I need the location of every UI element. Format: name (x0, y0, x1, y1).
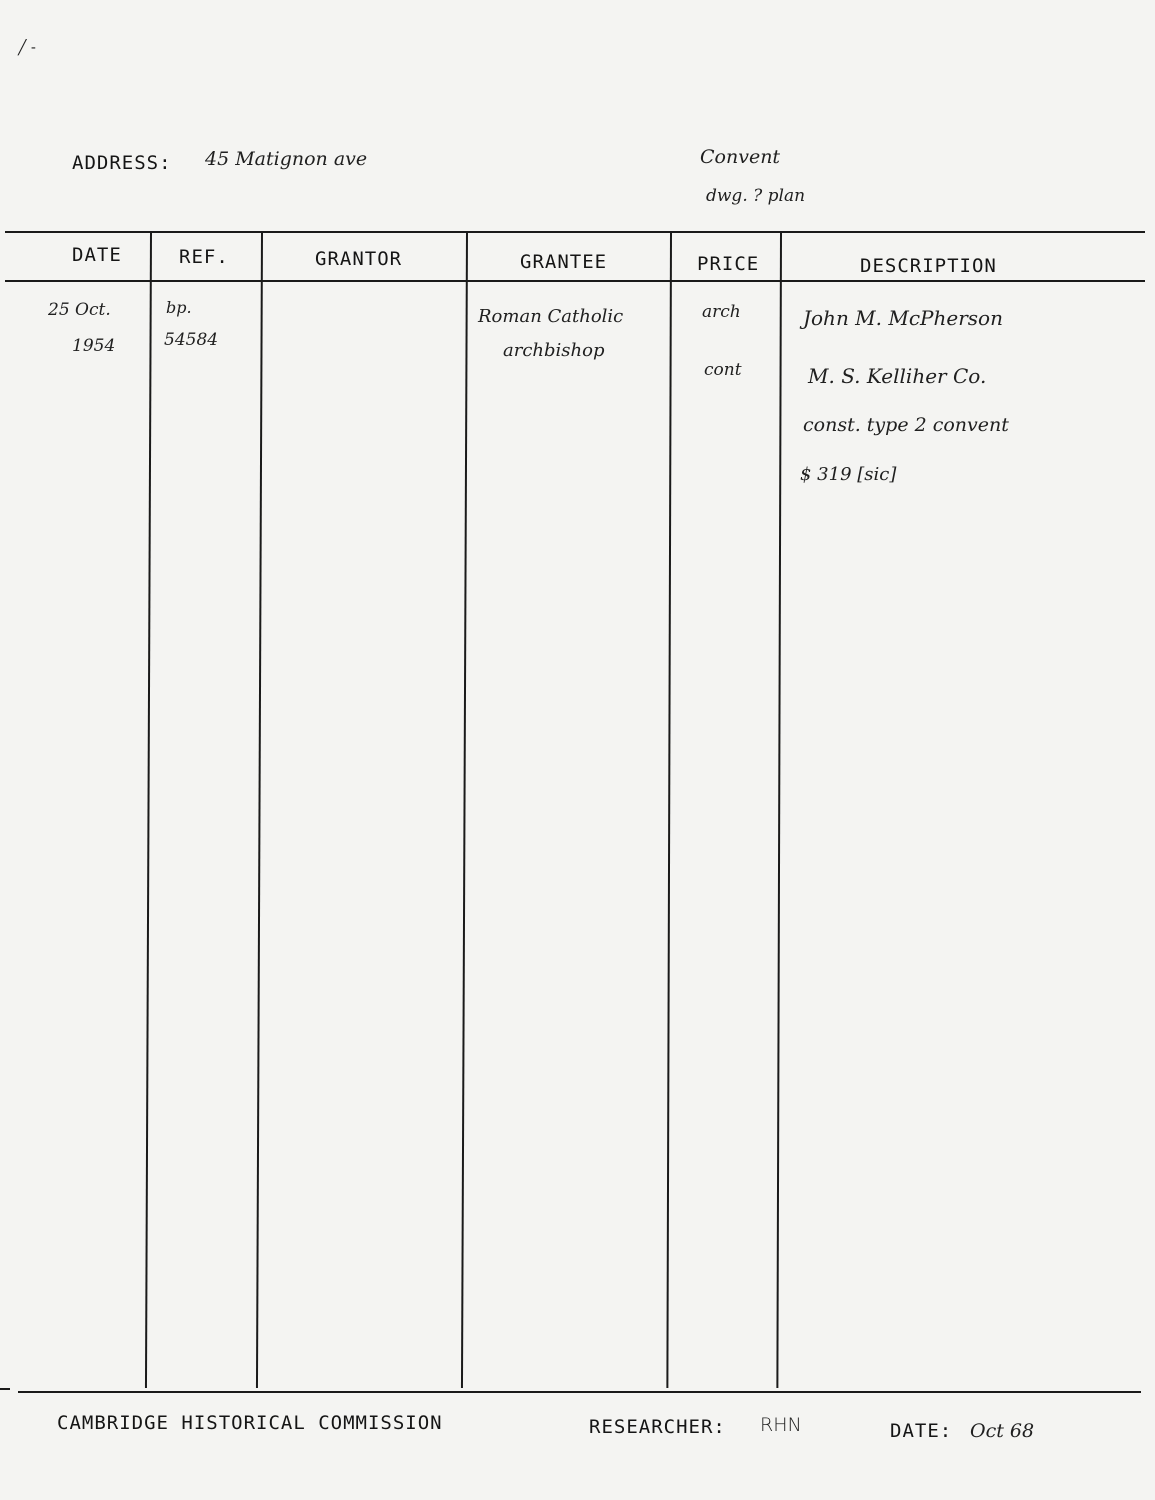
entry-price-line2: cont (704, 360, 742, 380)
entry-description-line2: M. S. Kelliher Co. (808, 364, 987, 388)
table-top-border (5, 231, 1145, 233)
entry-description-line4: $ 319 [sic] (800, 464, 897, 485)
column-divider-grantor-grantee (461, 233, 468, 1388)
table-header-divider (5, 280, 1145, 282)
column-divider-date-ref (145, 233, 152, 1388)
column-divider-ref-grantor (256, 233, 263, 1388)
entry-date-line2: 1954 (72, 336, 116, 356)
column-divider-grantee-price (666, 233, 672, 1388)
table-bottom-border (18, 1391, 1141, 1393)
column-header-grantor: GRANTOR (315, 248, 403, 270)
entry-price-line1: arch (702, 302, 741, 322)
entry-ref-line1: bp. (166, 298, 192, 317)
entry-ref-line2: 54584 (164, 330, 219, 350)
entry-description-line1: John M. McPherson (803, 306, 1003, 330)
header-note-line1: Convent (700, 146, 781, 168)
footer-date-value: Oct 68 (970, 1420, 1035, 1442)
entry-grantee-line1: Roman Catholic (478, 306, 624, 327)
column-header-grantee: GRANTEE (520, 251, 608, 273)
entry-grantee-line2: archbishop (503, 340, 605, 361)
entry-description-line3: const. type 2 convent (803, 414, 1009, 436)
scan-mark: ╱ ‐ (18, 40, 36, 56)
footer-researcher-value: RHN (760, 1414, 802, 1436)
header-note-line2: dwg. ? plan (706, 186, 806, 206)
footer-commission: CAMBRIDGE HISTORICAL COMMISSION (57, 1412, 443, 1434)
address-value: 45 Matignon ave (205, 148, 368, 170)
column-header-ref: REF. (179, 246, 229, 268)
footer-researcher-label: RESEARCHER: (589, 1416, 726, 1438)
column-header-price: PRICE (697, 253, 760, 275)
column-header-date: DATE (72, 244, 122, 266)
column-header-description: DESCRIPTION (860, 255, 997, 277)
entry-date-line1: 25 Oct. (48, 300, 111, 320)
address-label: ADDRESS: (72, 152, 172, 174)
footer-date-label: DATE: (890, 1420, 953, 1442)
column-divider-price-description (776, 233, 782, 1388)
left-edge-tick (0, 1388, 10, 1390)
